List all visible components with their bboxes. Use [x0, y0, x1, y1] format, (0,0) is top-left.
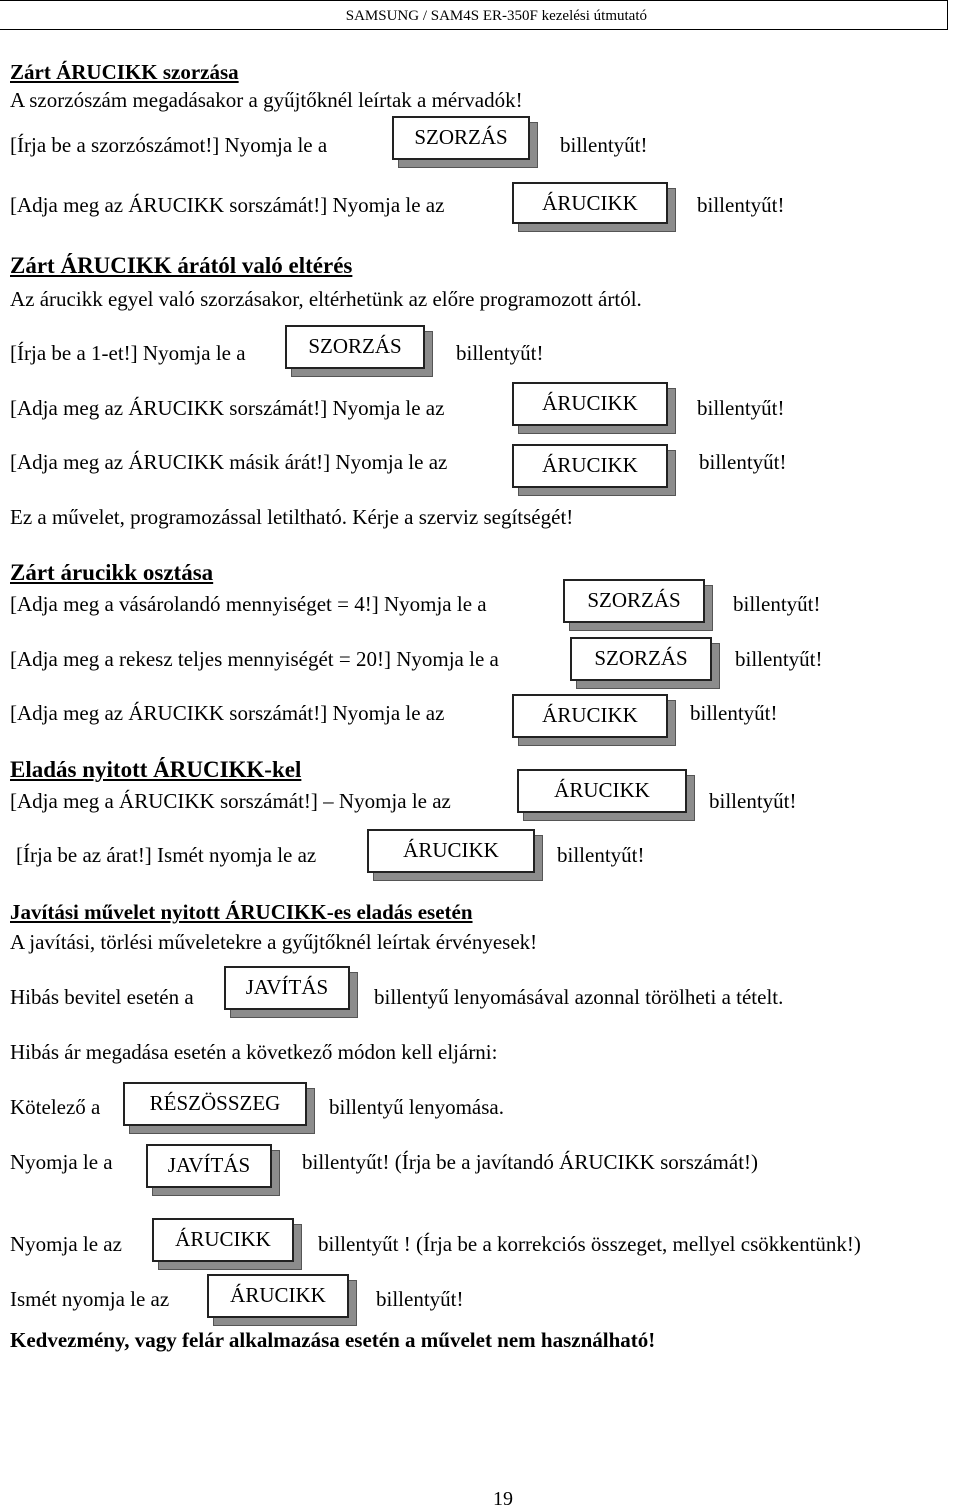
instruction-text: [Írja be a szorzószámot!] Nyomja le a: [10, 133, 328, 157]
instruction-text: [Adja meg a ÁRUCIKK sorszámát!] – Nyomja le az: [10, 789, 451, 813]
section-title-closed-item-divide: Zárt árucikk osztása: [10, 560, 214, 585]
section-title-open-item-sale: Eladás nyitott ÁRUCIKK-kel: [10, 757, 302, 782]
javitas-key: JAVÍTÁS: [224, 966, 350, 1010]
szorzas-key: SZORZÁS: [570, 637, 712, 681]
szorzas-key: SZORZÁS: [392, 116, 530, 160]
instruction-suffix: billentyű lenyomása.: [329, 1095, 504, 1119]
instruction-text: [Írja be az árat!] Ismét nyomja le az: [16, 843, 317, 867]
arucikk-key: ÁRUCIKK: [512, 694, 668, 738]
arucikk-key: ÁRUCIKK: [152, 1218, 294, 1262]
szorzas-key: SZORZÁS: [285, 325, 425, 369]
section-title-price-deviation: Zárt ÁRUCIKK árától való eltérés: [10, 253, 353, 278]
arucikk-key: ÁRUCIKK: [517, 769, 687, 813]
instruction-suffix: billentyűt!: [733, 592, 821, 616]
instruction-text: [Adja meg az ÁRUCIKK sorszámát!] Nyomja le az: [10, 396, 445, 420]
javitas-key: JAVÍTÁS: [146, 1144, 272, 1188]
instruction-text: [Adja meg az ÁRUCIKK sorszámát!] Nyomja le az: [10, 701, 445, 725]
arucikk-key: ÁRUCIKK: [207, 1274, 349, 1318]
instruction-suffix: billentyűt ! (Írja be a korrekciós összeget, mellyel csökkentünk!): [318, 1232, 861, 1256]
instruction-text: [Adja meg a rekesz teljes mennyiségét = 20!] Nyomja le a: [10, 647, 499, 671]
arucikk-key: ÁRUCIKK: [367, 829, 535, 873]
instruction-text: Nyomja le a: [10, 1150, 113, 1174]
instruction-suffix: billentyűt!: [560, 133, 648, 157]
instruction-suffix: billentyűt!: [735, 647, 823, 671]
instruction-suffix: billentyűt!: [699, 450, 787, 474]
instruction-text: [Adja meg az ÁRUCIKK sorszámát!] Nyomja le az: [10, 193, 445, 217]
instruction-text: Ismét nyomja le az: [10, 1287, 170, 1311]
instruction-suffix: billentyűt!: [697, 396, 785, 420]
instruction-text: Kötelező a: [10, 1095, 101, 1119]
section-note: Ez a művelet, programozással letiltható. Kérje a szerviz segítségét!: [10, 505, 574, 529]
instruction-suffix: billentyű lenyomásával azonnal törölheti a tételt.: [374, 985, 784, 1009]
instruction-text: [Adja meg az ÁRUCIKK másik árát!] Nyomja le az: [10, 450, 448, 474]
instruction-text: Hibás ár megadása esetén a következő módon kell eljárni:: [10, 1040, 498, 1064]
section-intro: A szorzószám megadásakor a gyűjtőknél leírtak a mérvadók!: [10, 88, 523, 112]
instruction-suffix: billentyűt!: [456, 341, 544, 365]
arucikk-key: ÁRUCIKK: [512, 444, 668, 488]
arucikk-key: ÁRUCIKK: [512, 382, 668, 426]
page-header: SAMSUNG / SAM4S ER-350F kezelési útmutató: [0, 0, 948, 30]
arucikk-key: ÁRUCIKK: [512, 182, 668, 224]
instruction-suffix: billentyűt!: [557, 843, 645, 867]
instruction-suffix: billentyűt! (Írja be a javítandó ÁRUCIKK sorszámát!): [302, 1150, 759, 1174]
section-intro: A javítási, törlési műveletekre a gyűjtőknél leírtak érvényesek!: [10, 930, 538, 954]
szorzas-key: SZORZÁS: [563, 579, 705, 623]
section-intro: Az árucikk egyel való szorzásakor, eltérhetünk az előre programozott ártól.: [10, 287, 642, 311]
instruction-suffix: billentyűt!: [376, 1287, 464, 1311]
instruction-text: [Írja be a 1-et!] Nyomja le a: [10, 341, 246, 365]
reszosszeg-key: RÉSZÖSSZEG: [123, 1082, 307, 1126]
warning-text: Kedvezmény, vagy felár alkalmazása esetén a művelet nem használható!: [10, 1328, 656, 1352]
instruction-suffix: billentyűt!: [697, 193, 785, 217]
instruction-text: [Adja meg a vásárolandó mennyiséget = 4!] Nyomja le a: [10, 592, 487, 616]
section-title-correction: Javítási művelet nyitott ÁRUCIKK-es eladás esetén: [10, 900, 473, 924]
instruction-suffix: billentyűt!: [690, 701, 778, 725]
instruction-text: Hibás bevitel esetén a: [10, 985, 194, 1009]
section-title-closed-item-multiply: Zárt ÁRUCIKK szorzása: [10, 60, 239, 84]
instruction-suffix: billentyűt!: [709, 789, 797, 813]
instruction-text: Nyomja le az: [10, 1232, 122, 1256]
page-number: 19: [493, 1488, 513, 1510]
